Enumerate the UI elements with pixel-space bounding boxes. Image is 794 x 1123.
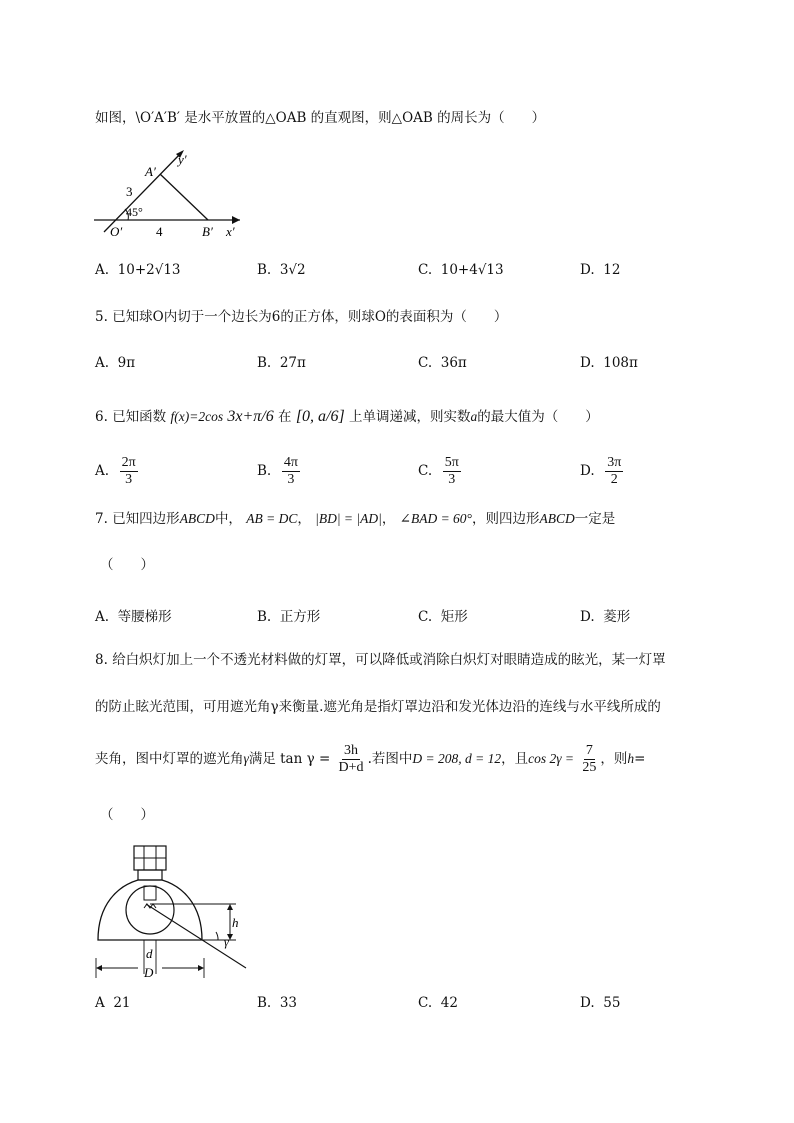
x-axis-arrow-icon: [232, 216, 240, 224]
bulb-neck: [144, 886, 156, 900]
question-6-stem: 6. 已知函数 f(x)=2cos 3x+π/6 在 [0, a/6] 上单调递减，则实数a的最大值为（ ）: [95, 408, 599, 425]
q7-option-d[interactable]: D. 菱形: [580, 609, 631, 625]
q4-option-d[interactable]: D. 12: [580, 262, 621, 278]
lampshade-body: [98, 880, 202, 940]
q7-option-a[interactable]: A. 等腰梯形: [95, 609, 172, 625]
q8-option-a[interactable]: A 21: [95, 995, 131, 1011]
q7-option-c[interactable]: C. 矩形: [418, 609, 468, 625]
label-side-ob: 4: [156, 224, 163, 239]
q5-option-b[interactable]: B. 27π: [257, 355, 306, 371]
label-d: d: [146, 946, 153, 961]
q7-option-b[interactable]: B. 正方形: [257, 609, 321, 625]
label-h: h: [232, 915, 239, 930]
label-o: O′: [110, 224, 123, 239]
gamma-arc: [216, 932, 218, 940]
label-a: A′: [145, 164, 156, 179]
bulb: [126, 886, 174, 934]
q5-option-d[interactable]: D. 108π: [580, 355, 638, 371]
label-side-oa: 3: [126, 184, 133, 199]
q5-option-a[interactable]: A. 9π: [95, 355, 136, 371]
q8-option-d[interactable]: D. 55: [580, 995, 621, 1011]
q6-option-a[interactable]: A. $\frac{2\pi}{3}$: [95, 455, 136, 487]
q8-option-c[interactable]: C. 42: [418, 995, 458, 1011]
label-b: B′: [202, 224, 213, 239]
question-8-line1: 8. 给白炽灯加上一个不透光材料做的灯罩，可以降低或消除白炽灯对眼睛造成的眩光，某一灯罩: [95, 652, 666, 668]
label-D: D: [144, 965, 154, 980]
q8-option-b[interactable]: B. 33: [257, 995, 297, 1011]
label-x: x′: [226, 224, 235, 239]
q6-option-c[interactable]: C. $\frac{5\pi}{3}$: [418, 455, 459, 487]
question-8-blank: （ ）: [100, 807, 154, 823]
question-7-stem: 7. 已知四边形ABCD中， AB = DC， |BD| = |AD|， ∠BAD = 60°，则四边形ABCD一定是: [95, 511, 616, 527]
q4-option-c[interactable]: C. 10+4√13: [418, 262, 504, 278]
label-angle: 45°: [126, 205, 143, 219]
question-7-blank: （ ）: [100, 557, 154, 573]
question-8-line2: 的防止眩光范围，可用遮光角γ来衡量.遮光角是指灯罩边沿和发光体边沿的连线与水平线所成的: [95, 699, 661, 715]
figure-oblique-triangle: [90, 146, 250, 242]
lamp-socket-neck: [138, 870, 162, 880]
question-4-stem: 如图，\O′A′B′ 是水平放置的△OAB 的直观图，则△OAB 的周长为（ ）: [95, 110, 546, 126]
label-y: y′: [178, 152, 187, 167]
question-5-stem: 5. 已知球O内切于一个边长为6的正方体，则球O的表面积为（ ）: [95, 309, 508, 325]
label-gamma: γ: [224, 935, 229, 949]
figure-lampshade: [88, 840, 253, 980]
q4-option-b[interactable]: B. 3√2: [257, 262, 306, 278]
q6-option-b[interactable]: B. $\frac{4\pi}{3}$: [257, 455, 298, 487]
q4-option-a[interactable]: A. 10+2√13: [95, 262, 181, 278]
side-ab: [160, 174, 208, 220]
q6-option-d[interactable]: D. $\frac{3\pi}{2}$: [580, 455, 622, 487]
question-8-line3: 夹角，图中灯罩的遮光角γ满足 tan γ = $\frac{3h}{D+d}$ .若图中D = 208, d = 12，且cos 2γ = $\frac{7}{25}$ ，则h=: [95, 743, 646, 775]
q5-option-c[interactable]: C. 36π: [418, 355, 467, 371]
